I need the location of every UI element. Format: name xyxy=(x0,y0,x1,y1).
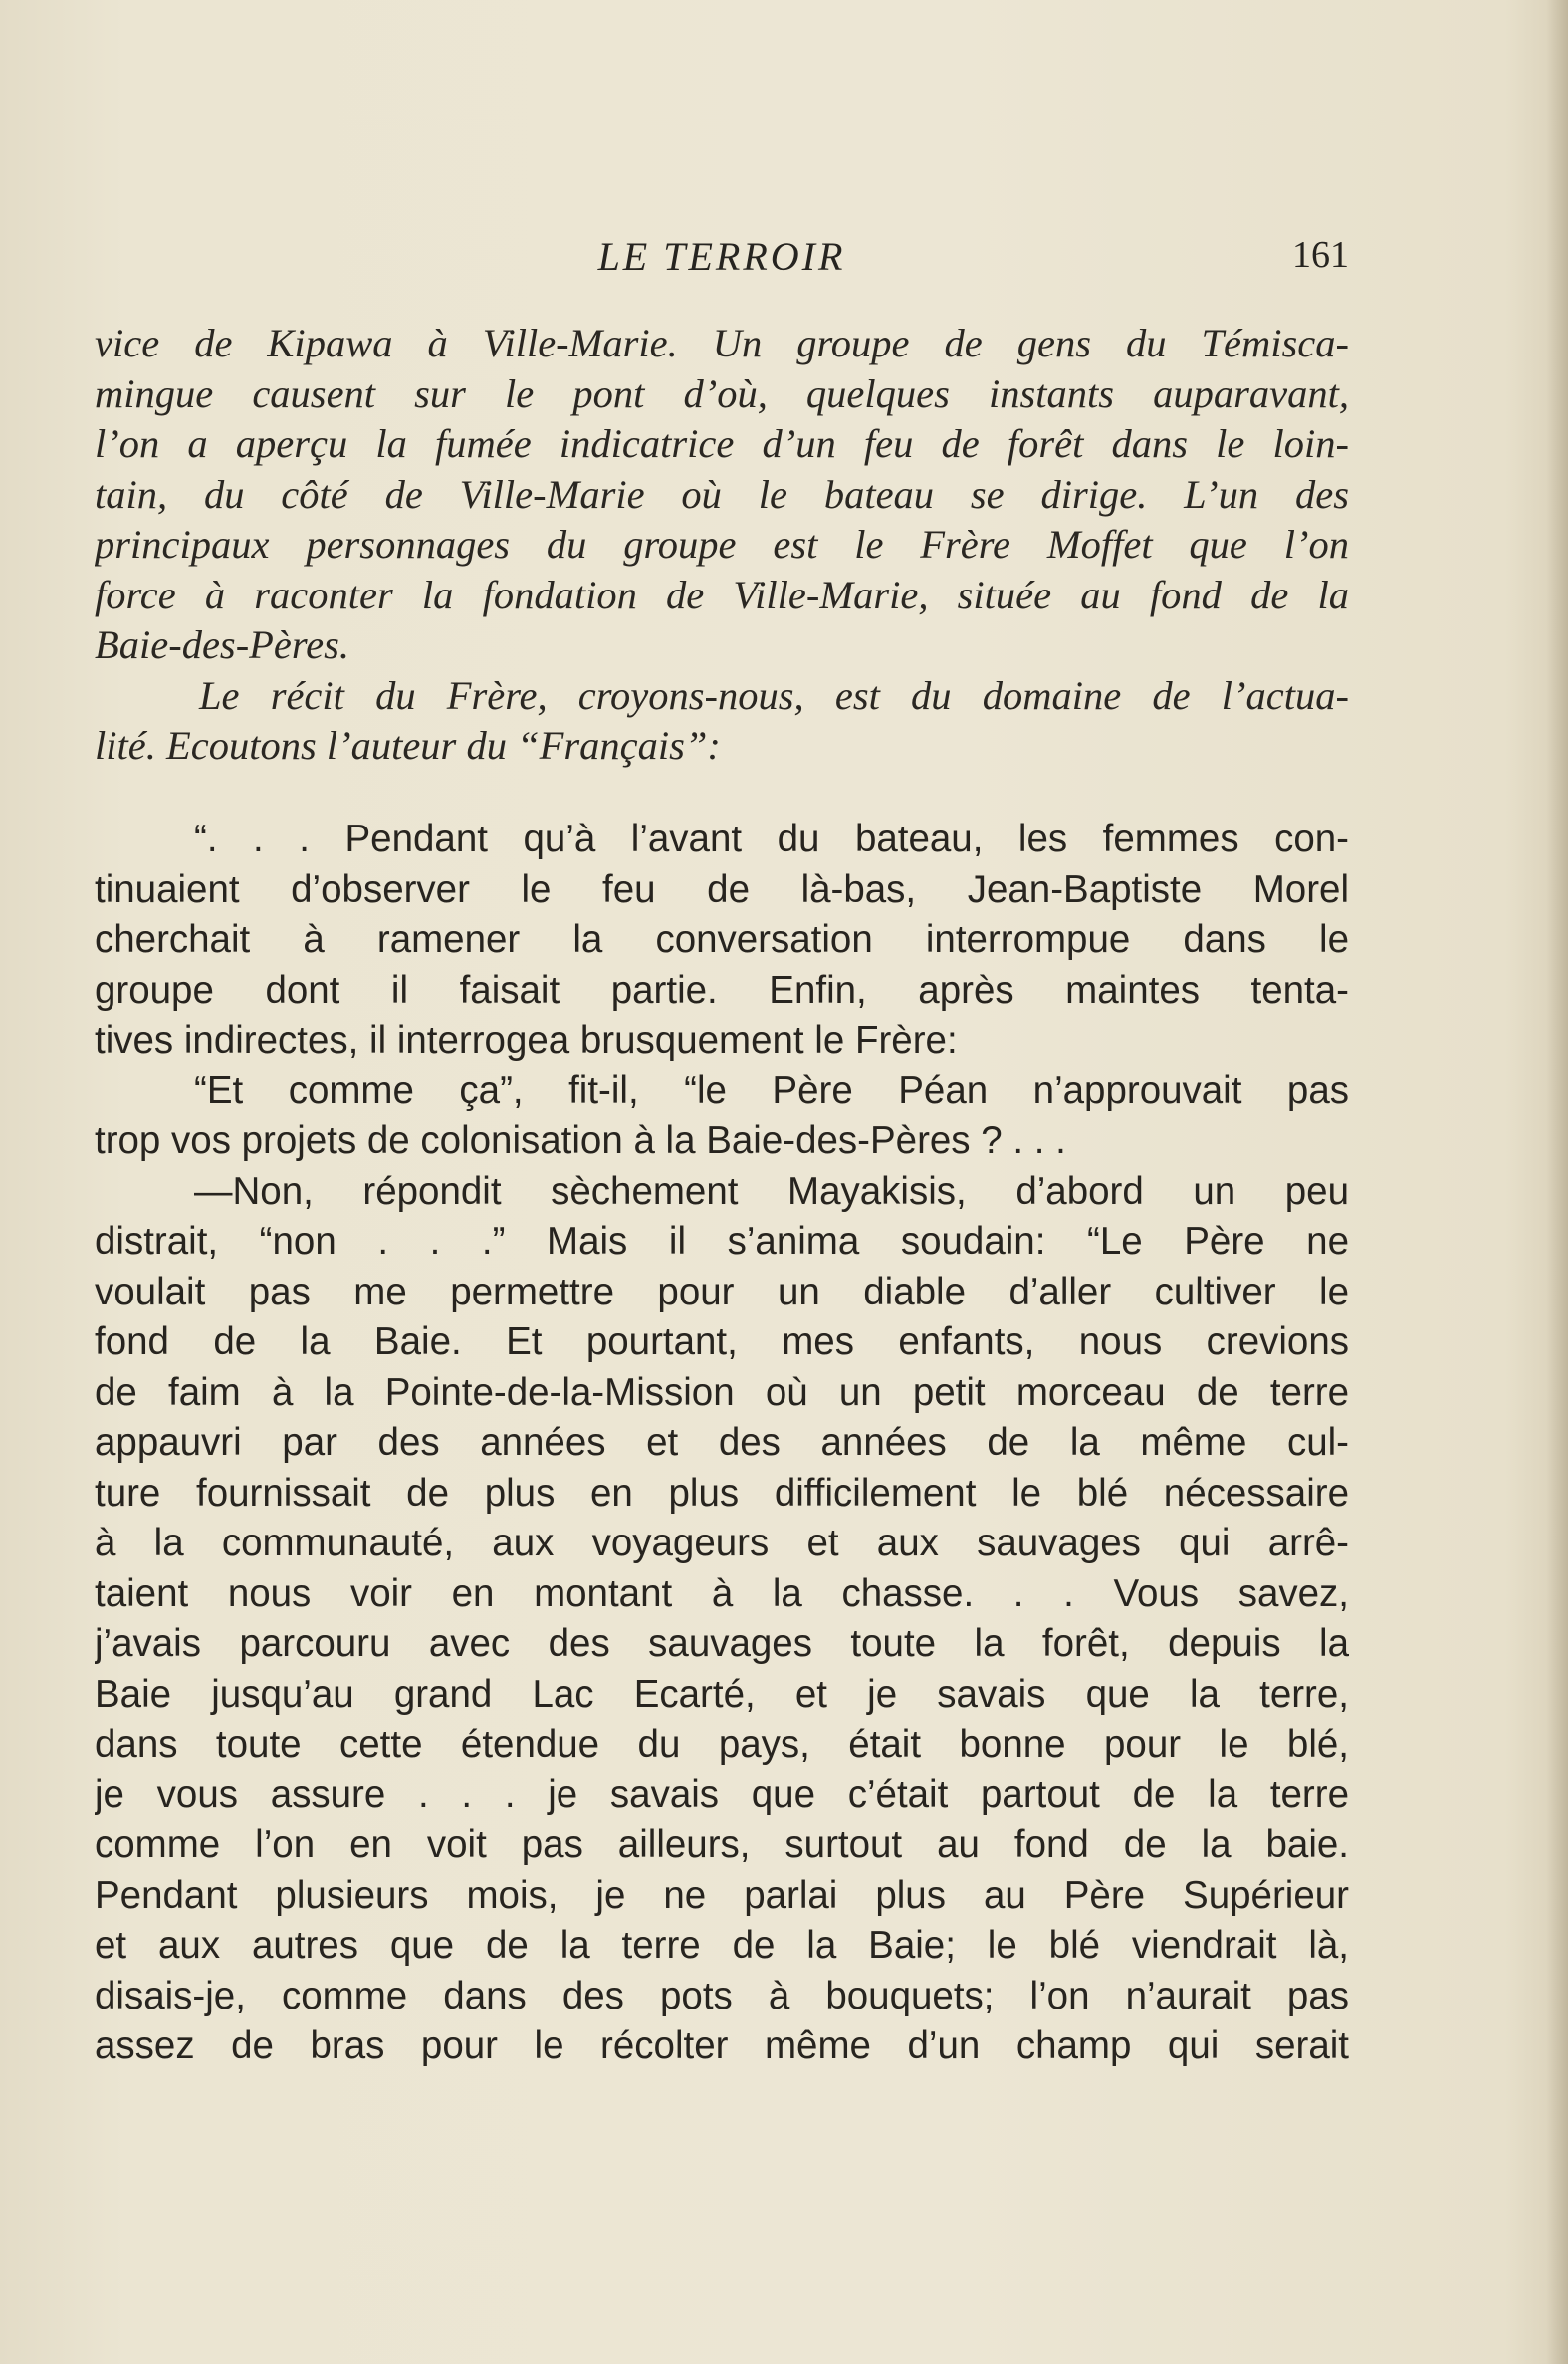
text-line: tain, du côté de Ville-Marie où le bateau se dirige. L’un des xyxy=(95,471,1349,517)
text-line: de faim à la Pointe-de-la-Mission où un petit morceau de terre xyxy=(95,1370,1349,1414)
page-number: 161 xyxy=(1292,234,1349,276)
text-line: Baie jusqu’au grand Lac Ecarté, et je savais que la terre, xyxy=(95,1672,1349,1716)
text-line: je vous assure . . . je savais que c’était partout de la terre xyxy=(95,1773,1349,1816)
text-line: appauvri par des années et des années de la même cul- xyxy=(95,1421,1349,1464)
text-line: force à raconter la fondation de Ville-Marie, située au fond de la xyxy=(95,572,1349,617)
text-line: assez de bras pour le récolter même d’un champ qui serait xyxy=(95,2024,1349,2067)
page-edge-shadow xyxy=(1546,0,1568,2364)
quoted-excerpt xyxy=(95,815,1349,2072)
text-line: “Et comme ça”, fit-il, “le Père Péan n’approuvait pas xyxy=(194,1068,1349,1112)
text-line: et aux autres que de la terre de la Baie; le blé viendrait là, xyxy=(95,1924,1349,1967)
text-line: comme l’on en voit pas ailleurs, surtout au fond de la baie. xyxy=(95,1823,1349,1866)
text-line: principaux personnages du groupe est le Frère Moffet que l’on xyxy=(95,522,1349,567)
text-line: ture fournissait de plus en plus difficilement le blé nécessaire xyxy=(95,1471,1349,1515)
text-line: “. . . Pendant qu’à l’avant du bateau, les femmes con- xyxy=(194,818,1349,860)
text-line: tives indirectes, il interrogea brusquement le Frère: xyxy=(95,1019,958,1062)
text-line: trop vos projets de colonisation à la Baie-des-Pères ? . . . xyxy=(95,1119,1066,1162)
text-line: vice de Kipawa à Ville-Marie. Un groupe de gens du Témisca- xyxy=(95,321,1349,365)
text-line: à la communauté, aux voyageurs et aux sauvages qui arrê- xyxy=(95,1522,1349,1564)
text-line: Le récit du Frère, croyons-nous, est du domaine de l’actua- xyxy=(199,672,1349,718)
text-line: —Non, répondit sèchement Mayakisis, d’abord un peu xyxy=(194,1169,1349,1213)
text-line: voulait pas me permettre pour un diable d’aller cultiver le xyxy=(95,1270,1349,1313)
text-line: groupe dont il faisait partie. Enfin, après maintes tenta- xyxy=(95,968,1349,1012)
text-line: Pendant plusieurs mois, je ne parlai plus au Père Supérieur xyxy=(95,1873,1349,1917)
intro-paragraph xyxy=(95,319,1349,772)
text-line: cherchait à ramener la conversation interrompue dans le xyxy=(95,918,1349,961)
text-line: tinuaient d’observer le feu de là-bas, Jean-Baptiste Morel xyxy=(95,867,1349,911)
running-title: LE TERROIR xyxy=(597,234,846,279)
text-line: distrait, “non . . .” Mais il s’anima soudain: “Le Père ne xyxy=(95,1220,1349,1263)
text-line: mingue causent sur le pont d’où, quelques instants auparavant, xyxy=(95,370,1349,416)
text-line: disais-je, comme dans des pots à bouquets; l’on n’aurait pas xyxy=(95,1974,1349,2017)
text-line: taient nous voir en montant à la chasse. . . Vous savez, xyxy=(95,1571,1349,1615)
text-line: j’avais parcouru avec des sauvages toute la forêt, depuis la xyxy=(95,1622,1349,1665)
text-line: lité. Ecoutons l’auteur du “Français”: xyxy=(95,723,721,768)
text-line: Baie-des-Pères. xyxy=(95,622,350,667)
text-line: fond de la Baie. Et pourtant, mes enfants, nous crevions xyxy=(95,1320,1349,1363)
text-line: dans toute cette étendue du pays, était bonne pour le blé, xyxy=(95,1723,1349,1766)
text-line: l’on a aperçu la fumée indicatrice d’un feu de forêt dans le loin- xyxy=(95,421,1349,466)
page-header xyxy=(95,233,1349,293)
